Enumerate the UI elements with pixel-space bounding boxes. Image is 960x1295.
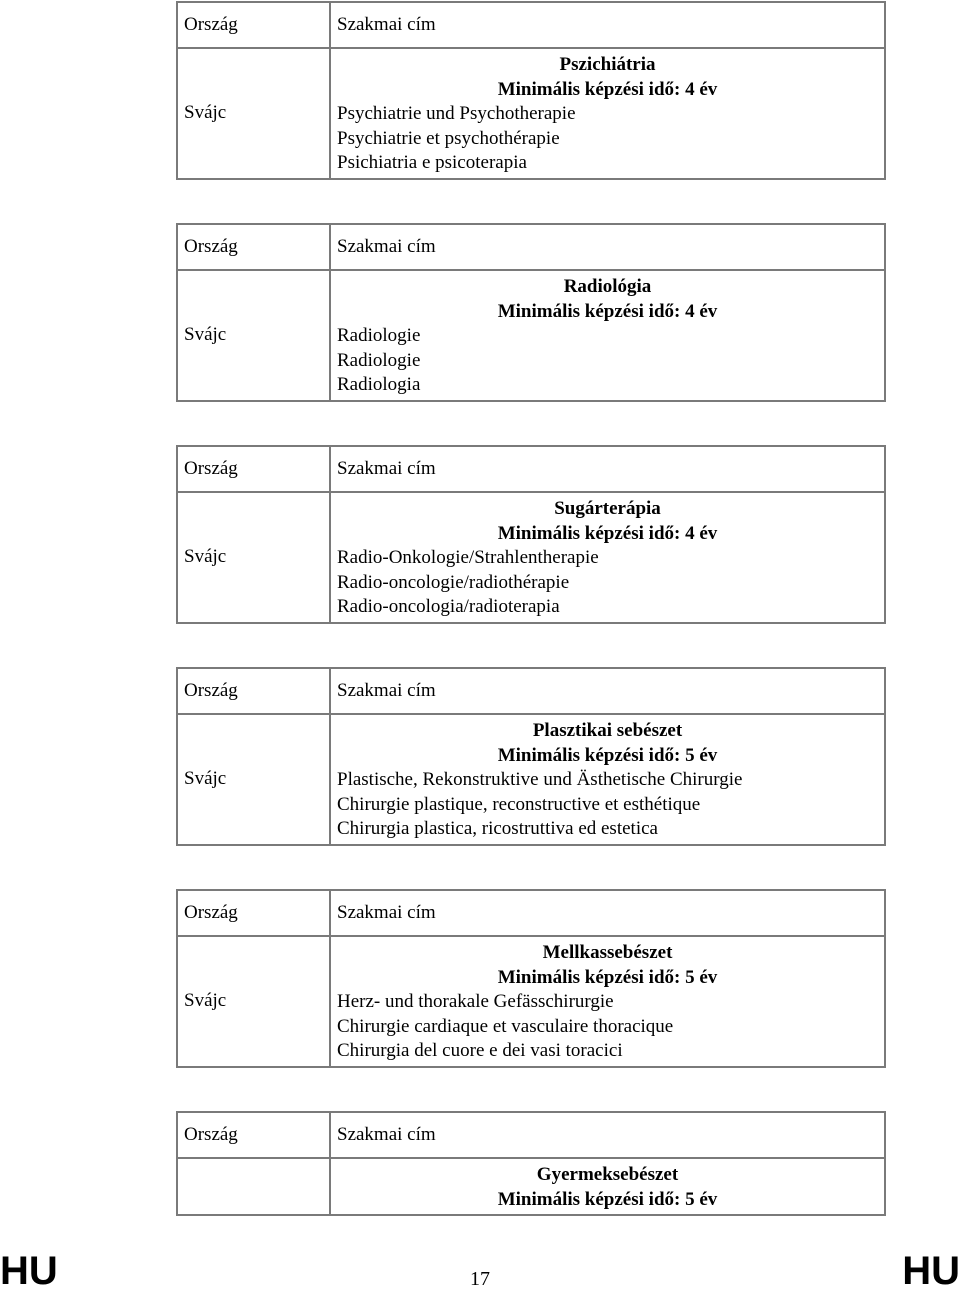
- table-header-row: [177, 446, 885, 492]
- min-training-duration: Minimális képzési idő: 5 év: [497, 966, 718, 988]
- min-training-duration: Minimális képzési idő: 5 év: [497, 744, 718, 766]
- title-french: Chirurgie plastique, reconstructive et esthétique: [337, 793, 701, 815]
- table-body-row: [177, 48, 885, 179]
- title-german: Radiologie: [337, 325, 421, 346]
- country-header: Ország: [177, 1112, 330, 1158]
- min-training-duration: Minimális képzési idő: 4 év: [497, 78, 718, 100]
- title-cell: [330, 48, 885, 179]
- specialty-name: Radiológia: [563, 276, 652, 297]
- specialty-table-psychiatry: [176, 1, 886, 180]
- country-cell: Svájc: [177, 48, 330, 179]
- title-cell: [330, 936, 885, 1067]
- table-header-row: [177, 668, 885, 714]
- specialty-name: Plasztikai sebészet: [532, 720, 683, 741]
- title-header: Szakmai cím: [330, 224, 885, 270]
- specialty-name: Mellkassebészet: [542, 942, 673, 963]
- title-cell: [330, 270, 885, 401]
- title-header: Szakmai cím: [330, 446, 885, 492]
- table-body-row: [177, 714, 885, 845]
- title-italian: Chirurgia plastica, ricostruttiva ed estetica: [337, 818, 658, 839]
- title-german: Plastische, Rekonstruktive und Ästhetische Chirurgie: [337, 769, 743, 790]
- footer-language-code-right: HU: [902, 1249, 960, 1293]
- table-header-row: [177, 1112, 885, 1158]
- title-french: Psychiatrie et psychothérapie: [337, 127, 560, 149]
- country-cell: Svájc: [177, 936, 330, 1067]
- table-header-row: [177, 2, 885, 48]
- min-training-duration: Minimális képzési idő: 4 év: [497, 300, 718, 322]
- footer-language-code-left: HU: [0, 1249, 58, 1293]
- title-german: Herz- und thorakale Gefässchirurgie: [337, 991, 614, 1012]
- table-body-row: [177, 936, 885, 1067]
- country-header: Ország: [177, 224, 330, 270]
- table-body-row: [177, 270, 885, 401]
- title-header: Szakmai cím: [330, 1112, 885, 1158]
- country-cell: Svájc: [177, 714, 330, 845]
- table-header-row: [177, 890, 885, 936]
- title-cell: [330, 714, 885, 845]
- title-french: Radiologie: [337, 349, 421, 371]
- country-cell: Svájc: [177, 270, 330, 401]
- title-header: Szakmai cím: [330, 2, 885, 48]
- table-body-row: [177, 492, 885, 623]
- specialty-name: Gyermeksebészet: [536, 1164, 679, 1185]
- title-cell: [330, 1158, 885, 1215]
- country-header: Ország: [177, 2, 330, 48]
- specialty-table-radiology: [176, 223, 886, 402]
- table-body-row: [177, 1158, 885, 1215]
- specialty-table-thoracic-surgery: [176, 889, 886, 1068]
- country-cell: [177, 1158, 330, 1215]
- page-number: 17: [470, 1268, 490, 1290]
- title-cell: [330, 492, 885, 623]
- title-french: Chirurgie cardiaque et vasculaire thoracique: [337, 1015, 674, 1037]
- title-german: Psychiatrie und Psychotherapie: [337, 103, 576, 124]
- title-header: Szakmai cím: [330, 890, 885, 936]
- title-italian: Radio-oncologia/radioterapia: [337, 596, 560, 617]
- specialty-table-radiotherapy: [176, 445, 886, 624]
- title-italian: Radiologia: [337, 374, 421, 395]
- title-french: Radio-oncologie/radiothérapie: [337, 571, 570, 593]
- title-german: Radio-Onkologie/Strahlentherapie: [337, 547, 599, 568]
- specialty-table-pediatric-surgery: [176, 1111, 886, 1216]
- country-header: Ország: [177, 668, 330, 714]
- country-cell: Svájc: [177, 492, 330, 623]
- specialty-name: Pszichiátria: [559, 54, 656, 75]
- specialty-name: Sugárterápia: [554, 498, 661, 519]
- min-training-duration: Minimális képzési idő: 5 év: [497, 1188, 718, 1210]
- country-header: Ország: [177, 890, 330, 936]
- table-header-row: [177, 224, 885, 270]
- title-header: Szakmai cím: [330, 668, 885, 714]
- title-italian: Chirurgia del cuore e dei vasi toracici: [337, 1040, 623, 1061]
- title-italian: Psichiatria e psicoterapia: [337, 152, 527, 173]
- specialty-table-plastic-surgery: [176, 667, 886, 846]
- min-training-duration: Minimális képzési idő: 4 év: [497, 522, 718, 544]
- country-header: Ország: [177, 446, 330, 492]
